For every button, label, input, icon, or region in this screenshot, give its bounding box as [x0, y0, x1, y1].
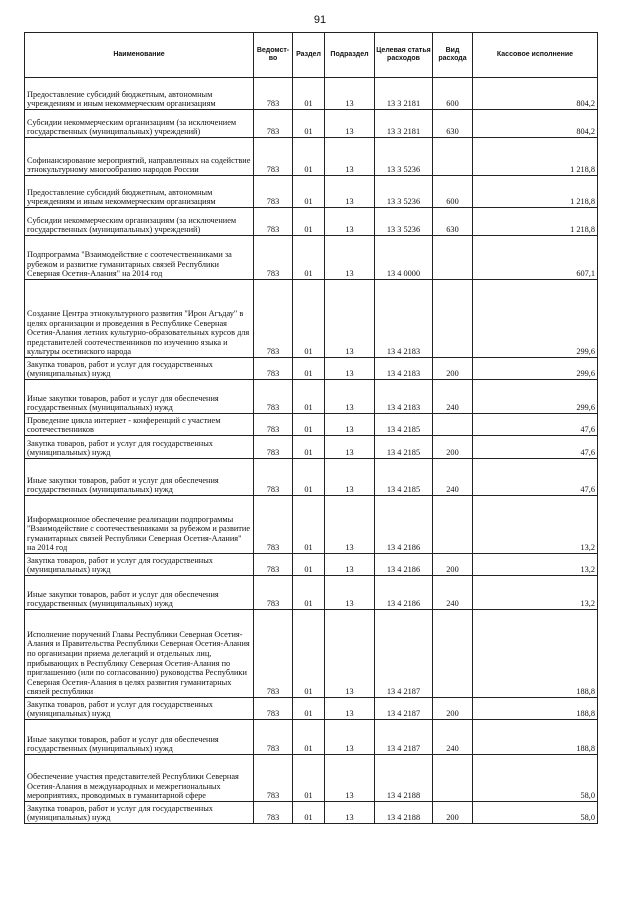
row-ministry-cell: 783 — [254, 138, 293, 176]
row-name-cell: Проведение цикла интернет - конференций с участием соотечественников — [25, 414, 254, 436]
row-ministry-cell: 783 — [254, 414, 293, 436]
row-amount-cell: 188,8 — [473, 698, 598, 720]
header-ministry: Ведомст-во — [254, 33, 293, 78]
row-section-cell: 01 — [293, 414, 325, 436]
row-target-cell: 13 4 2185 — [375, 459, 433, 496]
row-target-cell: 13 4 2186 — [375, 496, 433, 554]
row-section-cell: 01 — [293, 720, 325, 755]
page-number: 91 — [313, 14, 327, 26]
row-name-cell: Субсидии некоммерческим организациям (за исключением государственных (муниципальных) учреждений) — [25, 110, 254, 138]
row-amount-cell: 47,6 — [473, 436, 598, 459]
table-row — [25, 698, 598, 720]
header-amount: Кассовое исполнение — [473, 33, 598, 78]
header-row — [25, 33, 598, 78]
row-section-cell: 01 — [293, 208, 325, 236]
row-target-cell: 13 4 2185 — [375, 414, 433, 436]
row-subsection-cell: 13 — [325, 436, 375, 459]
row-name-cell: Подпрограмма "Взаимодействие с соотечественниками за рубежом и развитие гуманитарных связей Республики Северная Осетия-Алания" на 2014 год — [25, 236, 254, 280]
row-amount-cell: 804,2 — [473, 110, 598, 138]
row-type-cell: 600 — [433, 176, 473, 208]
row-amount-cell: 1 218,8 — [473, 176, 598, 208]
row-target-cell: 13 4 2187 — [375, 720, 433, 755]
row-amount-cell: 13,2 — [473, 554, 598, 576]
row-ministry-cell: 783 — [254, 610, 293, 698]
expenditure-table — [24, 32, 598, 824]
row-amount-cell: 58,0 — [473, 802, 598, 824]
row-section-cell: 01 — [293, 380, 325, 414]
row-name-cell: Закупка товаров, работ и услуг для государственных (муниципальных) нужд — [25, 554, 254, 576]
row-amount-cell: 58,0 — [473, 755, 598, 802]
row-name-cell: Субсидии некоммерческим организациям (за исключением государственных (муниципальных) учреждений) — [25, 208, 254, 236]
row-type-cell — [433, 414, 473, 436]
row-name-cell: Обеспечение участия представителей Республики Северная Осетия-Алания в международных и межрегиональных мероприятиях, проводимых в гуманитарной сфере — [25, 755, 254, 802]
row-subsection-cell: 13 — [325, 698, 375, 720]
row-subsection-cell: 13 — [325, 802, 375, 824]
row-ministry-cell: 783 — [254, 280, 293, 358]
row-type-cell: 630 — [433, 208, 473, 236]
row-ministry-cell: 783 — [254, 236, 293, 280]
row-type-cell: 630 — [433, 110, 473, 138]
header-section: Раздел — [293, 33, 325, 78]
row-section-cell: 01 — [293, 755, 325, 802]
row-name-cell: Закупка товаров, работ и услуг для государственных (муниципальных) нужд — [25, 358, 254, 380]
row-type-cell — [433, 138, 473, 176]
table-row — [25, 576, 598, 610]
row-target-cell: 13 4 2185 — [375, 436, 433, 459]
row-subsection-cell: 13 — [325, 496, 375, 554]
row-subsection-cell: 13 — [325, 236, 375, 280]
row-name-cell: Закупка товаров, работ и услуг для государственных (муниципальных) нужд — [25, 802, 254, 824]
row-ministry-cell: 783 — [254, 208, 293, 236]
row-section-cell: 01 — [293, 802, 325, 824]
row-section-cell: 01 — [293, 138, 325, 176]
row-subsection-cell: 13 — [325, 459, 375, 496]
table-row — [25, 380, 598, 414]
row-ministry-cell: 783 — [254, 720, 293, 755]
table-row — [25, 554, 598, 576]
table-row — [25, 610, 598, 698]
table-row — [25, 280, 598, 358]
row-amount-cell: 299,6 — [473, 358, 598, 380]
row-target-cell: 13 3 2181 — [375, 78, 433, 110]
table-row — [25, 110, 598, 138]
row-ministry-cell: 783 — [254, 358, 293, 380]
row-name-cell: Предоставление субсидий бюджетным, автономным учреждениям и иным некоммерческим организациям — [25, 78, 254, 110]
row-target-cell: 13 3 5236 — [375, 208, 433, 236]
row-section-cell: 01 — [293, 436, 325, 459]
header-name: Наименование — [25, 33, 254, 78]
row-name-cell: Иные закупки товаров, работ и услуг для обеспечения государственных (муниципальных) нужд — [25, 720, 254, 755]
row-amount-cell: 1 218,8 — [473, 138, 598, 176]
row-ministry-cell: 783 — [254, 576, 293, 610]
row-amount-cell: 188,8 — [473, 720, 598, 755]
row-section-cell: 01 — [293, 358, 325, 380]
row-target-cell: 13 4 2186 — [375, 554, 433, 576]
row-target-cell: 13 4 2186 — [375, 576, 433, 610]
row-subsection-cell: 13 — [325, 208, 375, 236]
row-ministry-cell: 783 — [254, 459, 293, 496]
row-section-cell: 01 — [293, 110, 325, 138]
row-target-cell: 13 4 2187 — [375, 610, 433, 698]
table-row — [25, 208, 598, 236]
row-name-cell: Софинансирование мероприятий, направленных на содействие этнокультурному многообразию народов России — [25, 138, 254, 176]
row-section-cell: 01 — [293, 610, 325, 698]
row-type-cell: 200 — [433, 554, 473, 576]
row-subsection-cell: 13 — [325, 138, 375, 176]
row-target-cell: 13 4 0000 — [375, 236, 433, 280]
row-amount-cell: 299,6 — [473, 280, 598, 358]
row-ministry-cell: 783 — [254, 496, 293, 554]
row-subsection-cell: 13 — [325, 380, 375, 414]
table-row — [25, 176, 598, 208]
row-name-cell: Исполнение поручений Главы Республики Северная Осетия-Алания и Правительства Республики Северная Осетия-Алания по организации приема делегаций и отдельных лиц, прибывающих в Республику Северная Осетия-Алания по приглашению (или по согласованию) руководства Республики Северная Осетия-Алания в целях развития гуманитарных связей республики — [25, 610, 254, 698]
row-ministry-cell: 783 — [254, 176, 293, 208]
row-section-cell: 01 — [293, 236, 325, 280]
row-subsection-cell: 13 — [325, 414, 375, 436]
row-section-cell: 01 — [293, 554, 325, 576]
row-amount-cell: 47,6 — [473, 459, 598, 496]
table-row — [25, 459, 598, 496]
row-type-cell: 200 — [433, 698, 473, 720]
row-target-cell: 13 4 2183 — [375, 380, 433, 414]
table-row — [25, 138, 598, 176]
row-type-cell: 240 — [433, 576, 473, 610]
row-type-cell: 200 — [433, 436, 473, 459]
row-ministry-cell: 783 — [254, 698, 293, 720]
row-target-cell: 13 3 2181 — [375, 110, 433, 138]
row-section-cell: 01 — [293, 176, 325, 208]
row-type-cell: 240 — [433, 720, 473, 755]
row-section-cell: 01 — [293, 576, 325, 610]
row-subsection-cell: 13 — [325, 755, 375, 802]
row-subsection-cell: 13 — [325, 576, 375, 610]
row-subsection-cell: 13 — [325, 358, 375, 380]
row-type-cell — [433, 236, 473, 280]
header-type: Вид расхода — [433, 33, 473, 78]
row-type-cell: 240 — [433, 459, 473, 496]
table-row — [25, 436, 598, 459]
row-target-cell: 13 4 2187 — [375, 698, 433, 720]
row-amount-cell: 188,8 — [473, 610, 598, 698]
row-name-cell: Иные закупки товаров, работ и услуг для обеспечения государственных (муниципальных) нужд — [25, 576, 254, 610]
row-amount-cell: 47,6 — [473, 414, 598, 436]
row-subsection-cell: 13 — [325, 610, 375, 698]
header-subsection: Подраздел — [325, 33, 375, 78]
table-row — [25, 720, 598, 755]
row-amount-cell: 13,2 — [473, 496, 598, 554]
row-subsection-cell: 13 — [325, 78, 375, 110]
row-type-cell — [433, 755, 473, 802]
row-ministry-cell: 783 — [254, 110, 293, 138]
row-subsection-cell: 13 — [325, 554, 375, 576]
row-type-cell: 240 — [433, 380, 473, 414]
row-target-cell: 13 4 2188 — [375, 802, 433, 824]
row-name-cell: Иные закупки товаров, работ и услуг для обеспечения государственных (муниципальных) нужд — [25, 459, 254, 496]
row-name-cell: Предоставление субсидий бюджетным, автономным учреждениям и иным некоммерческим организациям — [25, 176, 254, 208]
row-name-cell: Закупка товаров, работ и услуг для государственных (муниципальных) нужд — [25, 698, 254, 720]
row-subsection-cell: 13 — [325, 720, 375, 755]
row-type-cell: 600 — [433, 78, 473, 110]
row-amount-cell: 1 218,8 — [473, 208, 598, 236]
row-target-cell: 13 4 2183 — [375, 280, 433, 358]
row-target-cell: 13 3 5236 — [375, 138, 433, 176]
row-amount-cell: 13,2 — [473, 576, 598, 610]
row-type-cell — [433, 610, 473, 698]
row-section-cell: 01 — [293, 280, 325, 358]
row-subsection-cell: 13 — [325, 110, 375, 138]
row-type-cell — [433, 280, 473, 358]
row-name-cell: Информационное обеспечение реализации подпрограммы "Взаимодействие с соотечественниками за рубежом и развитие гуманитарных связей Республики Северная Осетия-Алания" на 2014 год — [25, 496, 254, 554]
row-section-cell: 01 — [293, 459, 325, 496]
row-ministry-cell: 783 — [254, 554, 293, 576]
table-row — [25, 496, 598, 554]
row-name-cell: Иные закупки товаров, работ и услуг для обеспечения государственных (муниципальных) нужд — [25, 380, 254, 414]
row-type-cell: 200 — [433, 802, 473, 824]
row-ministry-cell: 783 — [254, 78, 293, 110]
table-row — [25, 802, 598, 824]
row-target-cell: 13 4 2188 — [375, 755, 433, 802]
row-ministry-cell: 783 — [254, 380, 293, 414]
row-ministry-cell: 783 — [254, 755, 293, 802]
row-amount-cell: 804,2 — [473, 78, 598, 110]
row-name-cell: Создание Центра этнокультурного развития "Ирон Агъдау" в целях организации и проведения в Республике Северная Осетия-Алания летних культурно-образовательных курсов для представителей соотечественников по изучению языка и культуры осетинского народа — [25, 280, 254, 358]
row-subsection-cell: 13 — [325, 280, 375, 358]
row-amount-cell: 299,6 — [473, 380, 598, 414]
row-name-cell: Закупка товаров, работ и услуг для государственных (муниципальных) нужд — [25, 436, 254, 459]
row-section-cell: 01 — [293, 496, 325, 554]
row-type-cell: 200 — [433, 358, 473, 380]
row-target-cell: 13 3 5236 — [375, 176, 433, 208]
row-ministry-cell: 783 — [254, 802, 293, 824]
row-subsection-cell: 13 — [325, 176, 375, 208]
table-row — [25, 78, 598, 110]
table-row — [25, 755, 598, 802]
row-section-cell: 01 — [293, 78, 325, 110]
row-amount-cell: 607,1 — [473, 236, 598, 280]
row-type-cell — [433, 496, 473, 554]
header-target: Целевая статья расходов — [375, 33, 433, 78]
table-row — [25, 358, 598, 380]
row-ministry-cell: 783 — [254, 436, 293, 459]
row-section-cell: 01 — [293, 698, 325, 720]
row-target-cell: 13 4 2183 — [375, 358, 433, 380]
table-row — [25, 236, 598, 280]
table-row — [25, 414, 598, 436]
